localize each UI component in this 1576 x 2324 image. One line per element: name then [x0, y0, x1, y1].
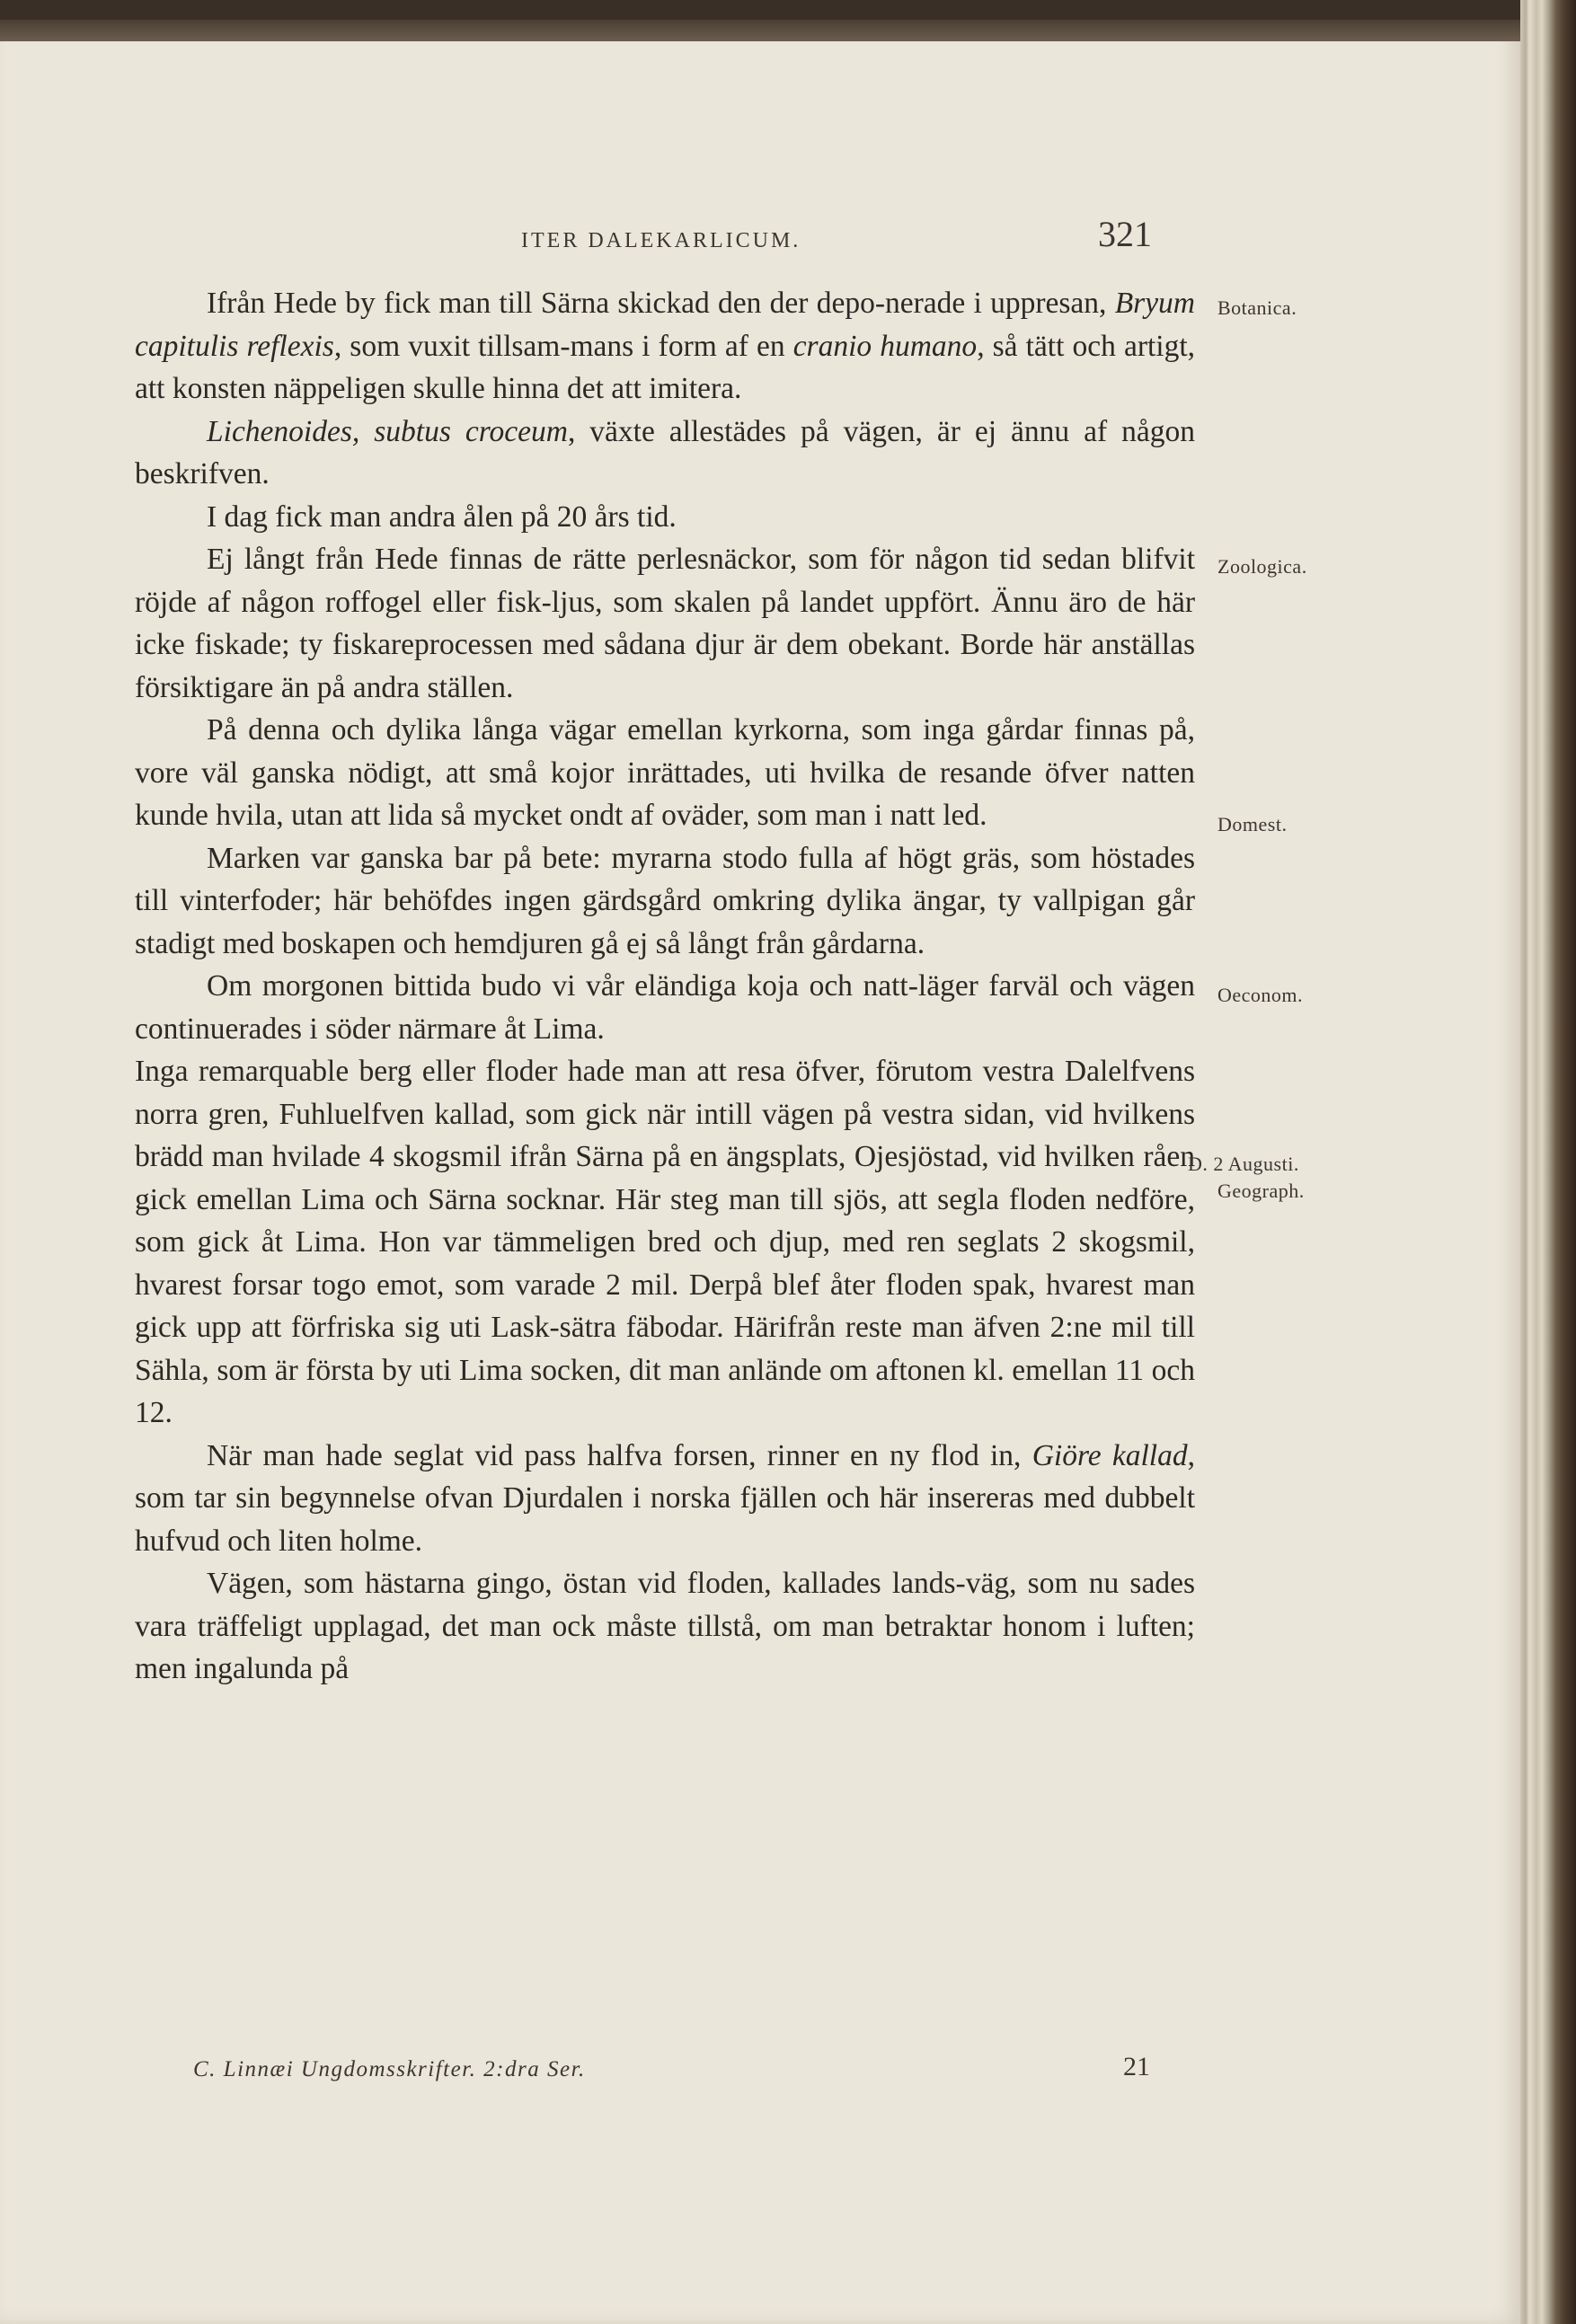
paragraph-morgonen: Om morgonen bittida budo vi vår eländiga koja och natt-läger farväl och vägen continuerades i söder närmare åt Lima. — [135, 969, 1195, 1046]
book-page-edges — [1520, 0, 1576, 2324]
footer-reference: C. Linnæi Ungdomsskrifter. 2:dra Ser. — [193, 2057, 586, 2081]
margin-note-botanica: Botanica. — [1217, 296, 1297, 319]
text-run: , som vuxit tillsam-mans i form af en — [333, 329, 793, 363]
page-footer — [135, 2052, 1195, 2088]
running-title: ITER DALEKARLICUM. — [521, 229, 801, 252]
page-top-edge — [0, 20, 1520, 41]
margin-note-date: D. 2 Augusti. — [1188, 1153, 1299, 1175]
italic-latin-term: Bryum capitulis reflexis — [135, 287, 1195, 363]
text-run: , som tar sin begynnelse ofvan Djurdalen i norska fjällen och här insereras med dubbelt hufvud och liten holme. — [135, 1438, 1195, 1558]
paragraph-kojor: På denna och dylika långa vägar emellan kyrkorna, som inga gårdar finnas på, vore väl ganska nödigt, att små kojor inrättades, uti hvilka de resande öfver natten kunde hvila, utan att lida så mycket ondt af oväder, som man i natt led. — [135, 713, 1195, 832]
text-run: När man hade seglat vid pass halfva forsen, rinner en ny flod in, — [207, 1438, 1032, 1472]
paragraph-alen: I dag fick man andra ålen på 20 års tid. — [207, 499, 677, 534]
body-text — [135, 282, 1195, 1691]
paragraph-perlesnackor: Ej långt från Hede finnas de rätte perlesnäckor, som för någon tid sedan blifvit röjde af någon roffogel eller fisk-ljus, som skalen på landet uppfört. Ännu äro de här icke fiskade; ty fiskareprocessen med sådana djur är dem obekant. Borde här anställas försiktigare än på andra ställen. — [135, 543, 1195, 704]
margin-note-oeconom: Oeconom. — [1217, 984, 1304, 1006]
paragraph-lichenoides — [135, 411, 1195, 496]
paragraph-hede-bryum — [135, 282, 1195, 411]
book-page — [0, 20, 1520, 2324]
italic-name: Giöre kallad — [1031, 1438, 1188, 1472]
margin-note-domest: Domest. — [1217, 813, 1288, 835]
paragraph-giore — [135, 1435, 1195, 1563]
italic-latin-term: cranio humano — [792, 329, 978, 363]
italic-latin-term: Lichenoides, subtus croceum — [207, 414, 568, 448]
page-header — [135, 213, 1195, 267]
text-run: Ifrån Hede by fick man till Särna skickad den der depo-nerade i uppresan, — [207, 287, 1115, 320]
margin-note-geograph: Geograph. — [1217, 1180, 1305, 1202]
page-number: 321 — [1098, 214, 1152, 254]
margin-note-zoologica: Zoologica. — [1217, 555, 1307, 578]
paragraph-floder: Inga remarquable berg eller floder hade man att resa öfver, förutom vestra Dalelfvens norra gren, Fuhluelfven kallad, som gick när intill vägen på vestra sidan, vid hvilkens brädd man hvilade 4 skogsmil ifrån Särna på en ängsplats, Ojesjöstad, vid hvilken råen gick emellan Lima och Särna socknar. Här steg man till sjös, att segla floden nedföre, som gick åt Lima. Hon var tämmeligen bred och djup, med ren seglats 2 skogsmil, hvarest forsar togo emot, som varade 2 mil. Derpå blef åter floden spak, hvarest man gick upp att förfriska sig uti Lask-sätra fäbodar. Härifrån reste man äfven 2:ne mil till Sähla, som är första by uti Lima socken, dit man anlände om aftonen kl. emellan 11 och 12. — [135, 1055, 1195, 1429]
paragraph-vagen: Vägen, som hästarna gingo, östan vid floden, kallades lands-väg, som nu sades vara träffeligt upplagad, det man ock måste tillstå, om man betraktar honom i luften; men ingalunda på — [135, 1567, 1195, 1685]
text-run: , så tätt och artigt, att konsten näppeligen skulle hinna det att imitera. — [135, 329, 1196, 405]
paragraph-marken: Marken var ganska bar på bete: myrarna stodo fulla af högt gräs, som höstades till vinterfoder; här behöfdes ingen gärdsgård omkring dylika ängar, ty vallpigan går stadigt med boskapen och hemdjuren gå ej så långt från gårdarna. — [135, 841, 1195, 960]
signature-mark: 21 — [1123, 2052, 1150, 2081]
text-run: , växte allestädes på vägen, är ej ännu af någon beskrifven. — [135, 414, 1195, 490]
